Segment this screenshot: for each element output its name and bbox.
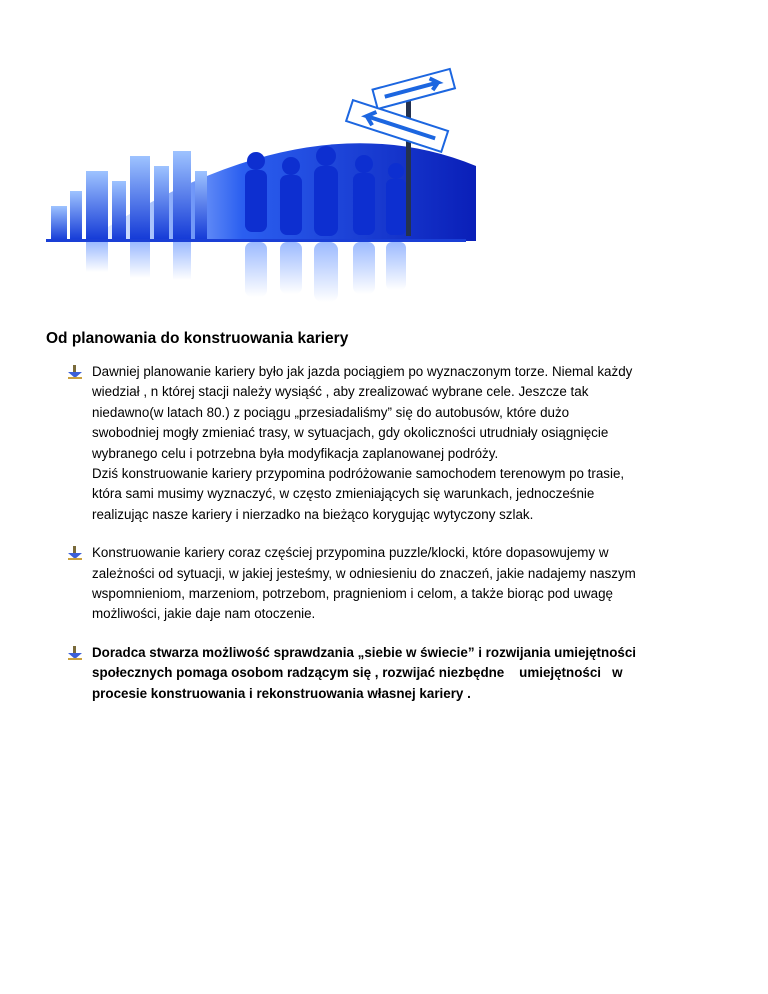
paragraph-line: która sami musimy wyznaczyć, w często zmieniających się warunkach, jednocześnie bbox=[92, 486, 595, 502]
paragraph-line: procesie konstruowania i rekonstruowania własnej kariery . bbox=[92, 685, 471, 701]
paragraph-line: Dawniej planowanie kariery było jak jazda pociągiem po wyznaczonym torze. Niemal każdy bbox=[92, 364, 633, 379]
paragraph-line: wybranego celu i potrzebna była modyfikacja zaplanowanej podróży. bbox=[92, 445, 499, 461]
section-heading: Od planowania do konstruowania kariery bbox=[46, 330, 349, 347]
paragraph-line: zależności od sytuacji, w jakiej jesteśmy, w odniesieniu do znaczeń, jakie nadajemy naszym bbox=[92, 565, 636, 581]
paragraph-line: Dziś konstruowanie kariery przypomina podróżowanie samochodem terenowym po trasie, bbox=[92, 466, 625, 482]
bullet-arrow-icon bbox=[67, 546, 83, 560]
list-item bbox=[66, 362, 666, 525]
paragraph-line: społecznych pomaga osobom radzącym się , rozwijać niezbędne umiejętności w bbox=[92, 665, 623, 681]
paragraph-line: Doradca stwarza możliwość sprawdzania „siebie w świecie” i rozwijania umiejętności bbox=[92, 644, 636, 660]
paragraph-line: niedawno(w latach 80.) z pociągu „przesiadaliśmy” się do autobusów, które dużo bbox=[92, 404, 570, 420]
list-item bbox=[66, 543, 666, 625]
paragraph-line: wiedział , n której stacji należy wysiąść , aby zrealizować wybrane cele. Jeszcze tak bbox=[92, 384, 589, 400]
list-item bbox=[66, 643, 666, 704]
bullet-arrow-icon bbox=[67, 365, 83, 379]
paragraph-line: wspomnieniom, marzeniom, potrzebom, pragnieniom i celom, a także biorąc pod uwagę bbox=[92, 586, 613, 602]
paragraph-line: swobodniej mogły zmieniać trasy, w sytuacjach, gdy okoliczności utrudniały osiągnięcie bbox=[92, 425, 609, 441]
bullet-list bbox=[66, 362, 666, 722]
paragraph-line: realizując nasze kariery i nierzadko na bieżąco korygując wytyczony szlak. bbox=[92, 506, 534, 522]
paragraph-line: Konstruowanie kariery coraz częściej przypomina puzzle/klocki, które dopasowujemy w bbox=[92, 545, 609, 561]
bullet-arrow-icon bbox=[67, 646, 83, 660]
career-crossroads-illustration bbox=[46, 56, 476, 326]
paragraph-line: możliwości, jakie daje nam otoczenie. bbox=[92, 606, 316, 622]
